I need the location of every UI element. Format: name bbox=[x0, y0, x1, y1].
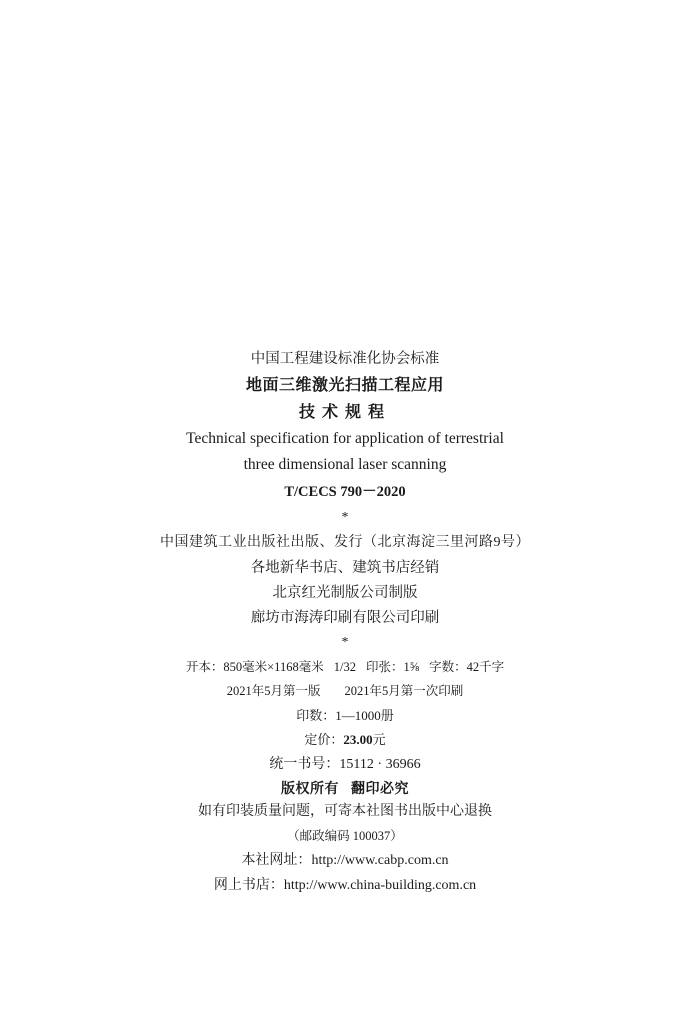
isbn-line bbox=[0, 752, 690, 778]
website-label: 本社网址： bbox=[241, 853, 312, 868]
english-title-line-2: three dimensional laser scanning bbox=[243, 456, 447, 473]
isbn-value: 15112 · 36966 bbox=[339, 757, 421, 772]
postcode-line: （邮政编码 100037） bbox=[287, 829, 403, 843]
colophon-block bbox=[0, 346, 690, 898]
title-line-2: 技术规程 bbox=[298, 402, 391, 421]
separator-star-2: * bbox=[341, 635, 349, 650]
rights-reserved: 版权所有 bbox=[281, 781, 339, 797]
price-line bbox=[0, 728, 690, 752]
print-run-value: 1—1000册 bbox=[335, 708, 394, 723]
print-run-line bbox=[0, 703, 690, 728]
standard-code: T/CECS 790－2020 bbox=[284, 484, 406, 500]
association-line: 中国工程建设标准化协会标准 bbox=[250, 351, 440, 367]
title-line-1: 地面三维激光扫描工程应用 bbox=[245, 375, 444, 394]
words-value: 42千字 bbox=[466, 660, 505, 674]
price-label: 定价： bbox=[304, 732, 344, 747]
format-line bbox=[0, 655, 690, 680]
words-label: 字数： bbox=[429, 660, 467, 674]
english-title-line-1: Technical specification for application of terrestrial bbox=[186, 430, 504, 447]
plate-maker-line: 北京红光制版公司制版 bbox=[272, 585, 418, 601]
price-value: 23.00 bbox=[343, 732, 373, 747]
format-label: 开本： bbox=[185, 660, 224, 674]
bookstore-url: http://www.china-building.com.cn bbox=[283, 878, 477, 893]
first-edition: 2021年5月第一版 bbox=[226, 684, 321, 698]
price-unit: 元 bbox=[372, 732, 386, 747]
format-fraction: 1/32 bbox=[333, 660, 356, 674]
website-url: http://www.cabp.com.cn bbox=[311, 853, 449, 868]
edition-line bbox=[0, 680, 690, 703]
print-run-label: 印数： bbox=[296, 708, 336, 723]
printer-line: 廊坊市海涛印刷有限公司印刷 bbox=[250, 610, 440, 626]
bookstore-line bbox=[0, 873, 690, 898]
rights-line bbox=[0, 778, 690, 800]
publisher-line: 中国建筑工业出版社出版、发行（北京海淀三里河路9号） bbox=[160, 535, 530, 550]
bookstore-label: 网上书店： bbox=[213, 878, 284, 893]
distributor-line: 各地新华书店、建筑书店经销 bbox=[250, 560, 440, 576]
rights-piracy: 翻印必究 bbox=[351, 781, 409, 797]
separator-star-1: * bbox=[341, 510, 349, 525]
isbn-label: 统一书号： bbox=[269, 757, 340, 772]
website-line bbox=[0, 848, 690, 873]
return-notice: 如有印装质量问题，可寄本社图书出版中心退换 bbox=[198, 804, 492, 819]
first-printing: 2021年5月第一次印刷 bbox=[344, 684, 464, 698]
sheets-value: 1⅝ bbox=[403, 660, 420, 674]
format-value: 850毫米×1168毫米 bbox=[223, 660, 324, 674]
sheets-label: 印张： bbox=[365, 660, 404, 674]
